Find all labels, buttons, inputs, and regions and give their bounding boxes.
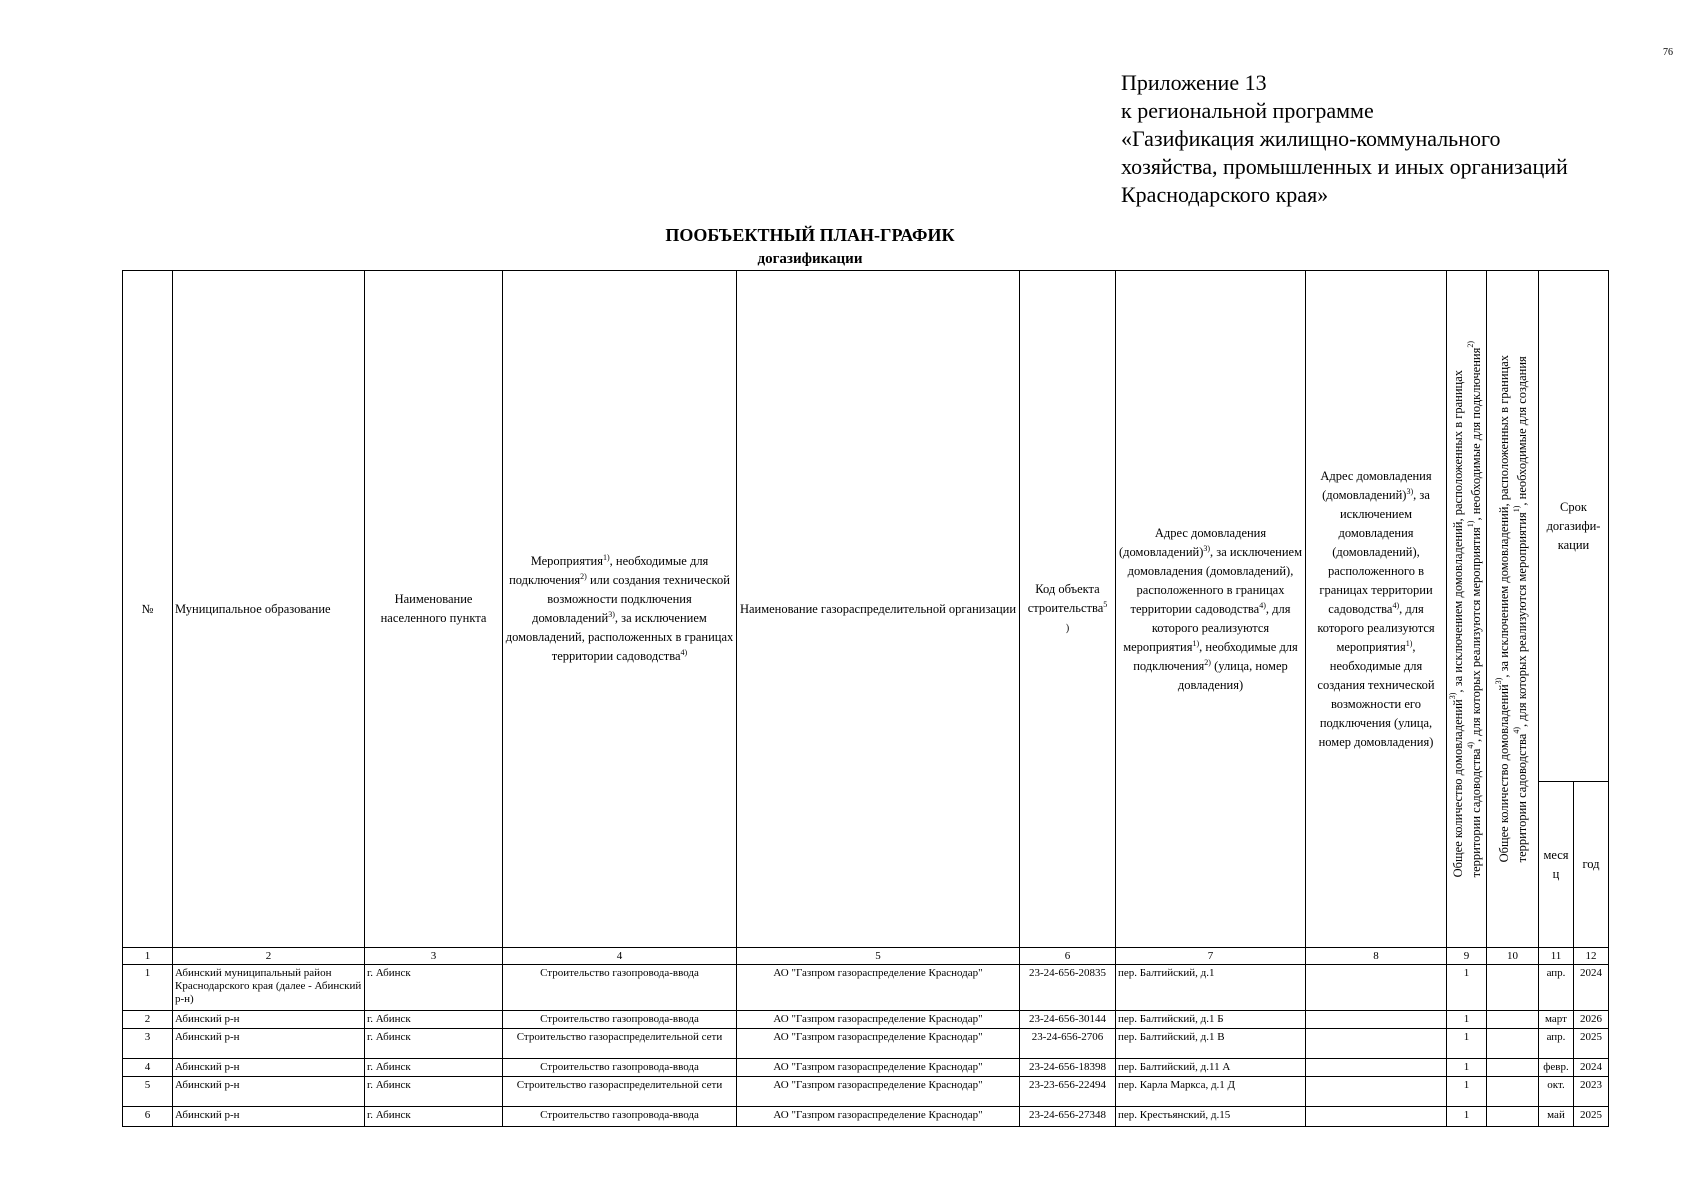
page-number: 76	[1663, 47, 1673, 58]
cell-month: март	[1539, 1011, 1574, 1029]
header-number: №	[123, 271, 173, 948]
cell-address-connection: пер. Крестьянский, д.15	[1116, 1107, 1306, 1127]
header-address-connection: Адрес домовладения (домовладений)$^{3)}$, за исключением домовладения (домовладений), расположенного в границах территории садоводства$^{4)}$, для которого реализуются мероприятия$^{1)}$, необходимые для подключения$^{2)}$ (улица, номер довладения)	[1116, 271, 1306, 948]
cell-count-connection: 1	[1447, 1107, 1487, 1127]
cell-address-connection: пер. Балтийский, д.1	[1116, 965, 1306, 1011]
cell-organization: АО "Газпром газораспределение Краснодар"	[737, 1077, 1020, 1107]
appendix-line: к региональной программе	[1121, 98, 1374, 123]
table-row	[123, 1107, 1609, 1127]
cell-object-code: 23-23-656-22494	[1020, 1077, 1116, 1107]
column-number: 7	[1116, 948, 1306, 965]
cell-count-technical	[1487, 1029, 1539, 1059]
cell-month: апр.	[1539, 1029, 1574, 1059]
cell-organization: АО "Газпром газораспределение Краснодар"	[737, 1107, 1020, 1127]
document-subtitle: догазификации	[757, 251, 863, 267]
table-row	[123, 965, 1609, 1011]
cell-municipality: Абинский р-н	[173, 1059, 365, 1077]
header-term: Срок догазифи-кации	[1539, 271, 1609, 782]
column-number: 11	[1539, 948, 1574, 965]
cell-year: 2025	[1574, 1029, 1609, 1059]
cell-count-technical	[1487, 1077, 1539, 1107]
cell-settlement: г. Абинск	[365, 1011, 503, 1029]
cell-address-connection: пер. Балтийский, д.11 А	[1116, 1059, 1306, 1077]
column-number: 5	[737, 948, 1020, 965]
cell-settlement: г. Абинск	[365, 965, 503, 1011]
cell-address-technical	[1306, 965, 1447, 1011]
cell-year: 2026	[1574, 1011, 1609, 1029]
cell-organization: АО "Газпром газораспределение Краснодар"	[737, 1029, 1020, 1059]
column-number-row	[123, 948, 1609, 965]
cell-address-technical	[1306, 1077, 1447, 1107]
header-events: Мероприятия$^{1)}$, необходимые для подключения$^{2)}$ или создания технической возможности подключения домовладений$^{3)}$, за исключением домовладений, расположенных в границах территории садоводства$^{4)}$	[503, 271, 737, 948]
cell-object-code: 23-24-656-20835	[1020, 965, 1116, 1011]
plan-table	[122, 270, 1609, 1127]
column-number: 6	[1020, 948, 1116, 965]
column-number: 3	[365, 948, 503, 965]
column-number: 8	[1306, 948, 1447, 965]
cell-count-technical	[1487, 965, 1539, 1011]
cell-event: Строительство газопровода-ввода	[503, 965, 737, 1011]
cell-number: 6	[123, 1107, 173, 1127]
cell-count-connection: 1	[1447, 1059, 1487, 1077]
cell-month: май	[1539, 1107, 1574, 1127]
cell-month: февр.	[1539, 1059, 1574, 1077]
appendix-line: «Газификация жилищно-коммунального	[1121, 126, 1501, 151]
cell-count-connection: 1	[1447, 1077, 1487, 1107]
column-number: 9	[1447, 948, 1487, 965]
cell-event: Строительство газопровода-ввода	[503, 1107, 737, 1127]
column-number: 1	[123, 948, 173, 965]
cell-year: 2024	[1574, 965, 1609, 1011]
cell-event: Строительство газораспределительной сети	[503, 1029, 737, 1059]
cell-object-code: 23-24-656-2706	[1020, 1029, 1116, 1059]
column-number: 12	[1574, 948, 1609, 965]
cell-settlement: г. Абинск	[365, 1029, 503, 1059]
cell-year: 2024	[1574, 1059, 1609, 1077]
cell-settlement: г. Абинск	[365, 1059, 503, 1077]
header-object-code: Код объекта строительства$^5$ )	[1020, 271, 1116, 948]
cell-object-code: 23-24-656-27348	[1020, 1107, 1116, 1127]
cell-count-connection: 1	[1447, 965, 1487, 1011]
cell-address-technical	[1306, 1011, 1447, 1029]
cell-event: Строительство газопровода-ввода	[503, 1011, 737, 1029]
cell-event: Строительство газопровода-ввода	[503, 1059, 737, 1077]
cell-year: 2023	[1574, 1077, 1609, 1107]
header-address-technical: Адрес домовладения (домовладений)$^{3)}$, за исключением домовладения (домовладений), расположенного в границах территории садоводства$^{4)}$, для которого реализуются мероприятия$^{1)}$, необходимые для создания технической возможности его подключения (улица, номер домовладения)	[1306, 271, 1447, 948]
cell-settlement: г. Абинск	[365, 1107, 503, 1127]
table-row	[123, 1011, 1609, 1029]
appendix-line: Краснодарского края»	[1121, 182, 1329, 207]
cell-municipality: Абинский р-н	[173, 1011, 365, 1029]
cell-organization: АО "Газпром газораспределение Краснодар"	[737, 965, 1020, 1011]
header-count-technical: Общее количество домовладений$^{3)}$, за исключением домовладений, расположенных в границах территории садоводства$^{4)}$, для которых реализуются мероприятия$^{1)}$, необходимые для создания	[1487, 271, 1539, 948]
cell-settlement: г. Абинск	[365, 1077, 503, 1107]
table-row	[123, 1059, 1609, 1077]
cell-event: Строительство газораспределительной сети	[503, 1077, 737, 1107]
cell-municipality: Абинский р-н	[173, 1029, 365, 1059]
cell-municipality: Абинский муниципальный район Краснодарского края (далее - Абинский р-н)	[173, 965, 365, 1011]
header-year: год	[1574, 782, 1609, 948]
appendix-line: Приложение 13	[1121, 70, 1267, 95]
cell-address-connection: пер. Карла Маркса, д.1 Д	[1116, 1077, 1306, 1107]
cell-number: 5	[123, 1077, 173, 1107]
cell-number: 2	[123, 1011, 173, 1029]
column-number: 4	[503, 948, 737, 965]
column-number: 2	[173, 948, 365, 965]
header-settlement: Наименование населенного пункта	[365, 271, 503, 948]
cell-count-technical	[1487, 1011, 1539, 1029]
cell-year: 2025	[1574, 1107, 1609, 1127]
cell-number: 1	[123, 965, 173, 1011]
cell-month: апр.	[1539, 965, 1574, 1011]
cell-address-connection: пер. Балтийский, д.1 В	[1116, 1029, 1306, 1059]
table-row	[123, 1077, 1609, 1107]
appendix-block	[1121, 69, 1568, 209]
header-count-connection: Общее количество домовладений$^{3)}$, за исключением домовладений, расположенных в границах территории садоводства$^{4)}$, для которых реализуются мероприятия$^{1)}$, необходимые для подключения$^{2)}$	[1447, 271, 1487, 948]
cell-address-technical	[1306, 1059, 1447, 1077]
cell-number: 3	[123, 1029, 173, 1059]
header-month: меся ц	[1539, 782, 1574, 948]
header-row-top	[123, 271, 1609, 782]
cell-address-technical	[1306, 1029, 1447, 1059]
header-gas-organization: Наименование газораспределительной организации	[737, 271, 1020, 948]
cell-count-technical	[1487, 1059, 1539, 1077]
column-number: 10	[1487, 948, 1539, 965]
appendix-line: хозяйства, промышленных и иных организаций	[1121, 154, 1568, 179]
cell-number: 4	[123, 1059, 173, 1077]
cell-organization: АО "Газпром газораспределение Краснодар"	[737, 1011, 1020, 1029]
cell-count-connection: 1	[1447, 1029, 1487, 1059]
table-row	[123, 1029, 1609, 1059]
cell-object-code: 23-24-656-30144	[1020, 1011, 1116, 1029]
cell-address-connection: пер. Балтийский, д.1 Б	[1116, 1011, 1306, 1029]
header-municipality: Муниципальное образование	[173, 271, 365, 948]
cell-object-code: 23-24-656-18398	[1020, 1059, 1116, 1077]
cell-municipality: Абинский р-н	[173, 1077, 365, 1107]
cell-count-technical	[1487, 1107, 1539, 1127]
cell-organization: АО "Газпром газораспределение Краснодар"	[737, 1059, 1020, 1077]
cell-month: окт.	[1539, 1077, 1574, 1107]
cell-municipality: Абинский р-н	[173, 1107, 365, 1127]
cell-address-technical	[1306, 1107, 1447, 1127]
cell-count-connection: 1	[1447, 1011, 1487, 1029]
document-title: ПООБЪЕКТНЫЙ ПЛАН-ГРАФИК	[665, 225, 955, 245]
